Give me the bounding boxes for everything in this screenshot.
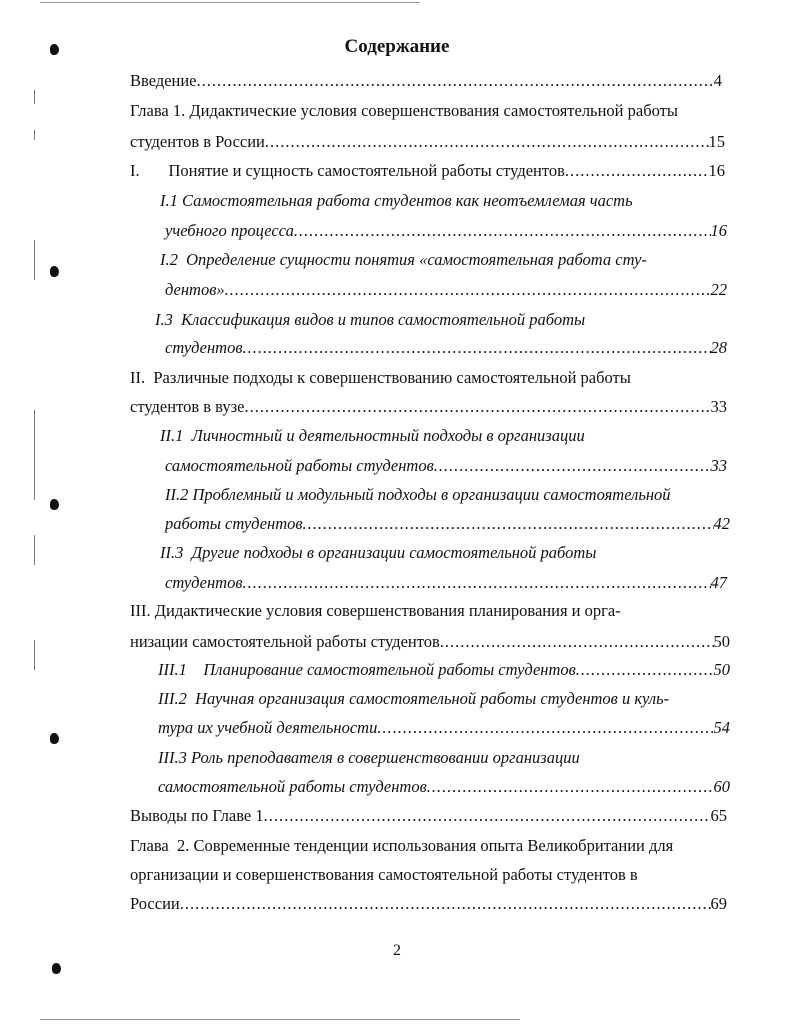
toc-leader — [565, 156, 709, 186]
toc-entry — [158, 772, 730, 802]
toc-leader — [303, 509, 714, 539]
toc-entry — [165, 275, 727, 305]
toc-leader — [377, 713, 713, 743]
toc-leader — [294, 216, 711, 246]
toc-leader — [243, 333, 711, 363]
toc-page-number: 50 — [713, 632, 730, 651]
toc-page-number: 28 — [710, 338, 727, 357]
page-title: Содержание — [344, 36, 450, 57]
toc-leader — [427, 772, 714, 802]
toc-entry-text: низации самостоятельной работы студентов — [130, 632, 440, 651]
toc-entry — [130, 392, 727, 422]
toc-entry-text: студентов в вузе — [130, 397, 245, 416]
toc-entry-text: студентов — [165, 338, 243, 357]
toc-entry-line: II. Различные подходы к совершенствованию самостоятельной работы — [130, 368, 631, 387]
toc-entry — [130, 127, 725, 157]
toc-leader — [576, 655, 714, 685]
toc-page-number: 22 — [710, 280, 727, 299]
page-number: 2 — [393, 942, 401, 959]
toc-entry-line: II.3 Другие подходы в организации самостоятельной работы — [160, 543, 597, 562]
margin-mark — [34, 640, 35, 670]
punch-hole — [50, 266, 59, 277]
toc-entry-text: Выводы по Главе 1 — [130, 806, 264, 825]
toc-page-number: 33 — [710, 456, 727, 475]
toc-entry-text: самостоятельной работы студентов — [158, 777, 427, 796]
toc-leader — [244, 392, 710, 422]
toc-entry-text: III.1 Планирование самостоятельной работы студентов — [158, 660, 576, 679]
toc-entry — [130, 66, 722, 96]
toc-page-number: 42 — [713, 514, 730, 533]
toc-entry-line: I.1 Самостоятельная работа студентов как неотъемлемая часть — [160, 191, 633, 210]
toc-entry — [165, 568, 727, 598]
toc-entry-line: III.2 Научная организация самостоятельной работы студентов и куль- — [158, 689, 670, 708]
toc-entry-text: работы студентов — [165, 514, 303, 533]
toc-entry-text: тура их учебной деятельности — [158, 718, 378, 737]
toc-page-number: 65 — [710, 806, 727, 825]
toc-leader — [225, 275, 711, 305]
toc-entry — [158, 713, 730, 743]
toc-entry — [165, 216, 727, 246]
toc-entry-line: III. Дидактические условия совершенствования планирования и орга- — [130, 601, 621, 620]
toc-entry-line: I.2 Определение сущности понятия «самостоятельная работа сту- — [160, 250, 647, 269]
toc-entry — [165, 333, 727, 363]
scan-edge-bottom — [40, 1019, 520, 1020]
margin-mark — [34, 90, 35, 104]
toc-entry — [165, 509, 730, 539]
toc-entry — [158, 655, 730, 685]
toc-leader — [264, 801, 711, 831]
toc-page-number: 54 — [713, 718, 730, 737]
toc-page-number: 33 — [710, 397, 727, 416]
toc-leader — [197, 66, 714, 96]
toc-entry-text: дентов» — [165, 280, 225, 299]
margin-mark — [34, 535, 35, 565]
toc-entry — [130, 156, 725, 186]
toc-entry-text: студентов в России — [130, 132, 265, 151]
margin-mark — [34, 240, 35, 280]
toc-leader — [243, 568, 711, 598]
toc-entry-line: II.2 Проблемный и модульный подходы в организации самостоятельной — [165, 485, 671, 504]
toc-entry-line: Глава 1. Дидактические условия совершенствования самостоятельной работы — [130, 101, 678, 120]
toc-entry-line: III.3 Роль преподавателя в совершенствовании организации — [158, 748, 580, 767]
toc-leader — [180, 889, 711, 919]
toc-leader — [434, 451, 711, 481]
toc-entry-text: самостоятельной работы студентов — [165, 456, 434, 475]
toc-leader — [440, 627, 714, 657]
toc-page-number: 15 — [708, 132, 725, 151]
toc-entry — [130, 801, 727, 831]
punch-hole — [50, 733, 59, 744]
toc-entry-line: организации и совершенствования самостоятельной работы студентов в — [130, 865, 638, 884]
toc-page-number: 60 — [713, 777, 730, 796]
toc-page-number: 16 — [710, 221, 727, 240]
toc-entry — [130, 889, 727, 919]
toc-entry-line: II.1 Личностный и деятельностный подходы в организации — [160, 426, 585, 445]
margin-mark — [34, 410, 35, 500]
toc-page-number: 69 — [710, 894, 727, 913]
toc-entry-line: I.3 Классификация видов и типов самостоятельной работы — [155, 310, 586, 329]
toc-entry-text: I. Понятие и сущность самостоятельной работы студентов — [130, 161, 565, 180]
toc-entry-text: учебного процесса — [165, 221, 294, 240]
scan-edge-top — [40, 2, 420, 3]
toc-page-number: 50 — [713, 660, 730, 679]
punch-hole — [52, 963, 61, 974]
margin-mark — [34, 130, 35, 140]
toc-page-number: 47 — [710, 573, 727, 592]
toc-entry — [130, 627, 730, 657]
toc-entry-text: студентов — [165, 573, 243, 592]
punch-hole — [50, 499, 59, 510]
toc-page-number: 4 — [713, 71, 722, 90]
toc-entry-text: России — [130, 894, 180, 913]
toc-entry-text: Введение — [130, 71, 197, 90]
toc-leader — [265, 127, 709, 157]
toc-entry — [165, 451, 727, 481]
toc-entry-line: Глава 2. Современные тенденции использования опыта Великобритании для — [130, 836, 674, 855]
toc-page-number: 16 — [708, 161, 725, 180]
